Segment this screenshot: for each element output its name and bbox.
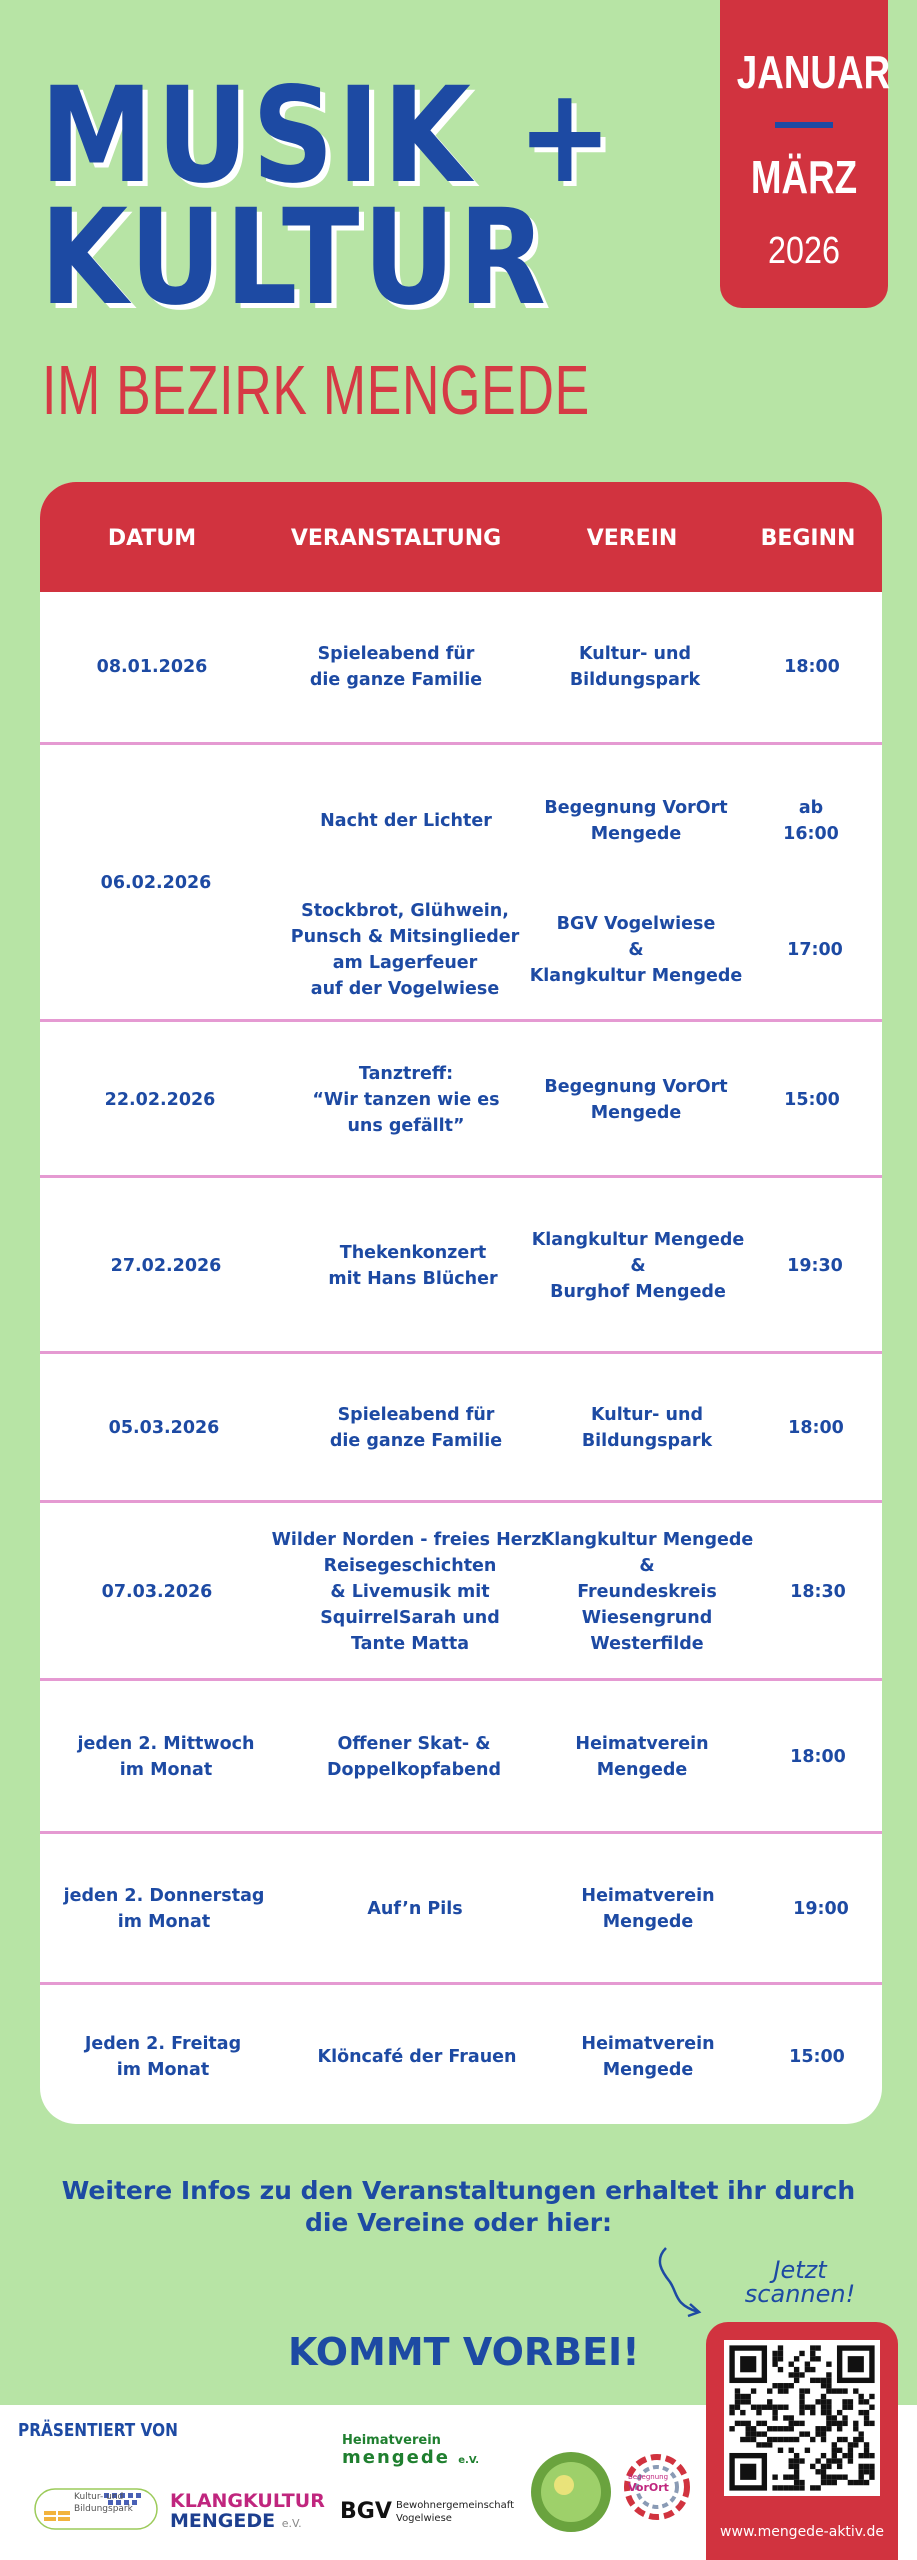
cell-verein: Klangkultur Mengede & Freundeskreis Wiesengrund Westerfilde [540,1530,754,1654]
column-header-datum: DATUM [107,526,197,551]
cell-datum: 05.03.2026 [108,1418,220,1438]
website-url[interactable]: www.mengede-aktiv.de [720,2524,884,2540]
period-end: MÄRZ [750,151,858,203]
logo-klangkultur: KLANGKULTUR MENGEDE e.V. [170,2490,325,2532]
cell-beginn: 18:00 [790,1747,846,1767]
freundeskreis-emblem-icon [528,2449,614,2535]
cell-datum: Jeden 2. Freitag im Monat [84,2034,242,2080]
cell-verein: Kultur- und Bildungspark [569,644,701,690]
table-row [40,1831,882,1985]
cell-datum: 27.02.2026 [110,1256,222,1276]
info-text: Weitere Infos zu den Veranstaltungen erhaltet ihr durch die Vereine oder hier: [61,2176,856,2237]
period-year: 2026 [768,230,840,272]
cell-veranstaltung: Offener Skat- & Doppelkopfabend [327,1734,501,1780]
cell-verein: Heimatverein Mengede [581,2034,715,2080]
event-table [40,482,882,2124]
cell-datum: jeden 2. Mittwoch im Monat [77,1734,255,1780]
column-header-verein: VEREIN [586,526,678,551]
column-header-veranstaltung: VERANSTALTUNG [290,526,502,551]
cell-beginn: 19:00 [793,1899,849,1919]
cell-beginn: 19:30 [787,1256,843,1276]
cell-verein: BGV Vogelwiese & Klangkultur Mengede [529,914,743,986]
table-row [40,1982,882,2124]
column-header-beginn: BEGINN [760,526,856,551]
table-row [40,592,882,742]
cell-datum: 08.01.2026 [96,657,208,677]
table-row [40,742,882,1022]
curved-arrow-icon [652,2242,712,2322]
date-range-badge [720,0,891,308]
logo-heimatverein: Heimatverein mengede e.V. [342,2433,480,2468]
cell-veranstaltung: Stockbrot, Glühwein, Punsch & Mitsinglieder am Lagerfeuer auf der Vogelwiese [290,901,520,999]
presented-by-label: PRÄSENTIERT VON [18,2420,178,2441]
cell-veranstaltung: Tanztreff: “Wir tanzen wie es uns gefällt” [312,1064,500,1136]
logo-bgv-vogelwiese: BGV Bewohnergemeinschaft Vogelwiese [340,2499,515,2524]
table-row [40,1678,882,1834]
title-line-1: MUSIK + [40,59,616,213]
cell-datum: jeden 2. Donnerstag im Monat [63,1886,265,1932]
scan-hint: Jetzt scannen! [744,2256,856,2308]
qr-code-icon[interactable] [724,2340,880,2496]
cell-verein: Heimatverein Mengede [581,1886,715,1932]
table-row [40,1351,882,1503]
cell-veranstaltung: Wilder Norden - freies Herz: Reisegeschichten & Livemusik mit SquirrelSarah und Tante Matta [271,1530,549,1654]
table-row [40,1500,882,1681]
cell-verein: Begegnung VorOrt Mengede [544,798,728,844]
cell-verein: Kultur- und Bildungspark [581,1405,713,1451]
cell-beginn: 15:00 [789,2047,845,2067]
cell-datum: 07.03.2026 [101,1582,213,1602]
cell-veranstaltung: Klöncafé der Frauen [317,2047,517,2067]
cell-beginn: 18:00 [784,657,840,677]
cell-veranstaltung: Spieleabend für die ganze Familie [329,1405,503,1451]
cell-verein: Klangkultur Mengede & Burghof Mengede [531,1230,745,1302]
cell-veranstaltung: Auf’n Pils [367,1899,463,1919]
qr-code-panel[interactable] [706,2322,898,2560]
period-start: JANUAR [736,46,891,98]
cell-beginn: 18:30 [790,1582,846,1602]
cell-verein: Begegnung VorOrt Mengede [544,1077,728,1123]
subtitle: IM BEZIRK MENGEDE [42,351,590,429]
table-header [40,482,882,592]
title-line-2: KULTUR [40,181,550,335]
cell-veranstaltung: Thekenkonzert mit Hans Blücher [328,1243,498,1289]
call-to-action: KOMMT VORBEI! [288,2330,640,2374]
table-row [40,1175,882,1354]
cell-beginn: 18:00 [788,1418,844,1438]
cell-datum: 06.02.2026 [100,873,212,893]
logo-kultur-bildungspark: Kultur- und Bildungspark [34,2487,159,2531]
period-separator [775,122,833,128]
table-row [40,1019,882,1178]
cell-veranstaltung: Spieleabend für die ganze Familie [309,644,483,690]
cell-beginn: ab 16:00 [783,798,839,844]
cell-beginn: 17:00 [787,940,843,960]
cell-beginn: 15:00 [784,1090,840,1110]
cell-veranstaltung: Nacht der Lichter [320,811,492,831]
cell-datum: 22.02.2026 [104,1090,216,1110]
logo-begegnung-vorort: Begegnung VorOrt [622,2445,692,2535]
cell-verein: Heimatverein Mengede [575,1734,709,1780]
